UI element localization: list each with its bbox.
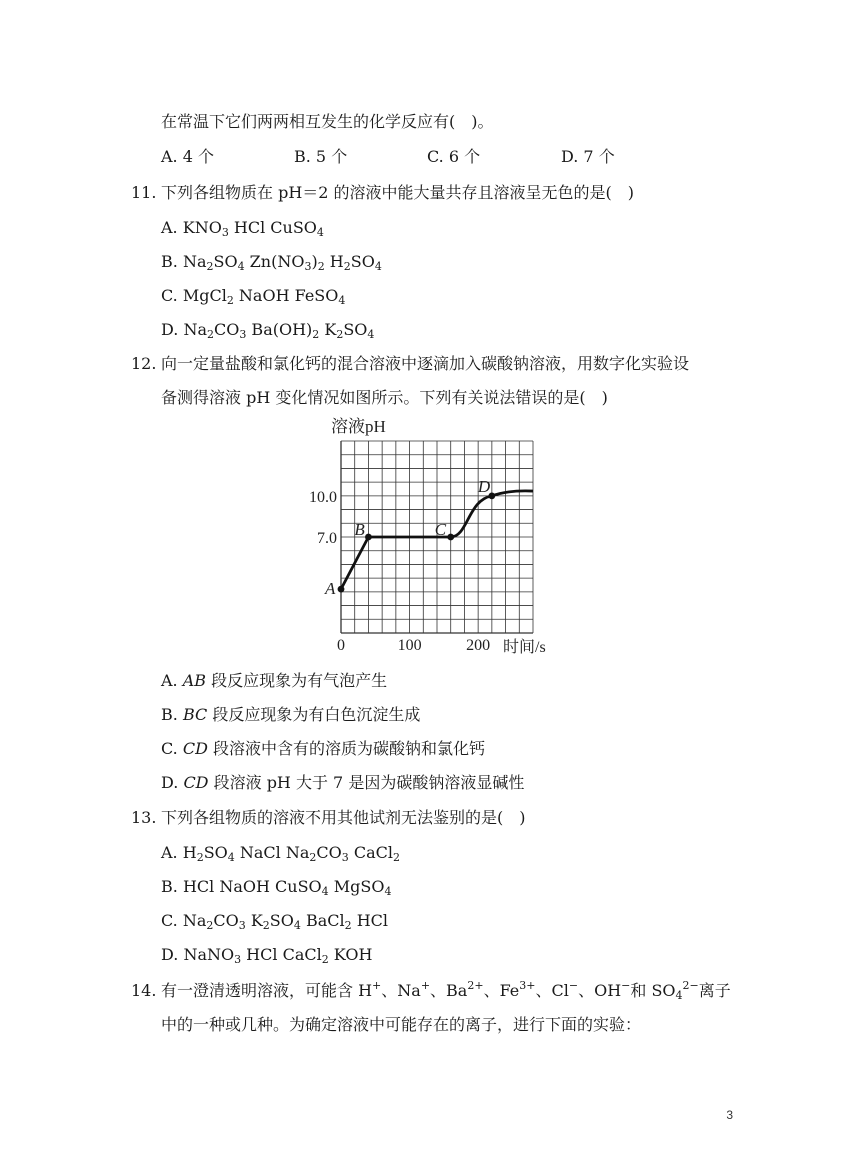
page-number: 3 <box>726 1108 733 1122</box>
y-axis-label: 溶液pH <box>331 417 386 436</box>
q12-option-c: C. CD 段溶液中含有的溶质为碳酸钠和氯化钙 <box>161 739 486 758</box>
q13-option-c: C. $Na_2CO_3$ $K_2SO_4$ BaCl$_2$ HCl <box>161 911 389 932</box>
q12-number: 12. <box>131 354 157 373</box>
q10-option-c: C. 6 个 <box>427 147 481 166</box>
q11-number: 11. <box>131 183 157 202</box>
x-tick-label: 0 <box>337 637 345 654</box>
data-point-b <box>365 534 372 541</box>
x-tick-label: 100 <box>397 637 422 654</box>
x-tick-label: 200 <box>466 637 491 654</box>
q14-stem-line2: 中的一种或几种。为确定溶液中可能存在的离子，进行下面的实验： <box>161 1015 642 1034</box>
q10-option-d: D. 7 个 <box>561 147 615 166</box>
chart-curve-layer <box>324 477 533 598</box>
q11-stem: 下列各组物质在 pH＝2 的溶液中能大量共存且溶液呈无色的是( ) <box>161 183 635 202</box>
q13-option-a: A. $H_2SO_4$ NaCl $Na_2CO_3$ CaCl$_2$ <box>161 843 400 864</box>
q14-stem-line1: 有一澄清透明溶液，可能含 H+、Na+、$Ba^{2+}$、$Fe^{3+}$、Cl−、OH−和 $SO_4^{2-}$离子 <box>161 979 731 1002</box>
q12-stem-line1: 向一定量盐酸和氯化钙的混合溶液中逐滴加入碳酸钠溶液，用数字化实验设 <box>161 354 690 373</box>
point-label-d: D <box>477 476 491 496</box>
ph-time-chart <box>300 412 560 657</box>
q12-stem-line2: 备测得溶液 pH 变化情况如图所示。下列有关说法错误的是( ) <box>161 388 608 407</box>
q11-option-c: C. MgCl$_2$ NaOH FeSO$_4$ <box>161 286 346 307</box>
q11-option-b: B. $Na_2SO_4$ $Zn(NO_3)_2$ $H_2SO_4$ <box>161 252 382 273</box>
data-point-c <box>447 534 454 541</box>
q13-stem: 下列各组物质的溶液不用其他试剂无法鉴别的是( ) <box>161 808 526 827</box>
q10-option-b: B. 5 个 <box>294 147 348 166</box>
x-axis-label: 时间/s <box>503 639 546 656</box>
q13-number: 13. <box>131 808 157 827</box>
q10-option-a: A. 4 个 <box>161 147 214 166</box>
q14-number: 14. <box>131 981 157 1000</box>
point-label-c: C <box>434 520 447 539</box>
q12-option-b: B. BC 段反应现象为有白色沉淀生成 <box>161 705 421 724</box>
data-point-a <box>338 586 345 593</box>
y-tick-label: 7.0 <box>317 530 337 547</box>
point-label-b: B <box>354 520 365 539</box>
q11-option-d: D. $Na_2CO_3$ $Ba(OH)_2$ $K_2SO_4$ <box>161 320 375 341</box>
q12-option-d: D. CD 段溶液 pH 大于 7 是因为碳酸钠溶液显碱性 <box>161 773 525 792</box>
q12-option-a: A. AB 段反应现象为有气泡产生 <box>161 671 388 690</box>
q13-option-b: B. HCl NaOH CuSO$_4$ MgSO$_4$ <box>161 877 392 898</box>
q13-option-d: D. NaNO$_3$ HCl CaCl$_2$ KOH <box>161 945 373 966</box>
q10-stem-tail: 在常温下它们两两相互发生的化学反应有( )。 <box>161 112 494 131</box>
q11-option-a: A. $KNO_3$ HCl CuSO$_4$ <box>161 218 324 239</box>
point-label-a: A <box>325 579 336 599</box>
y-tick-label: 10.0 <box>309 488 337 506</box>
